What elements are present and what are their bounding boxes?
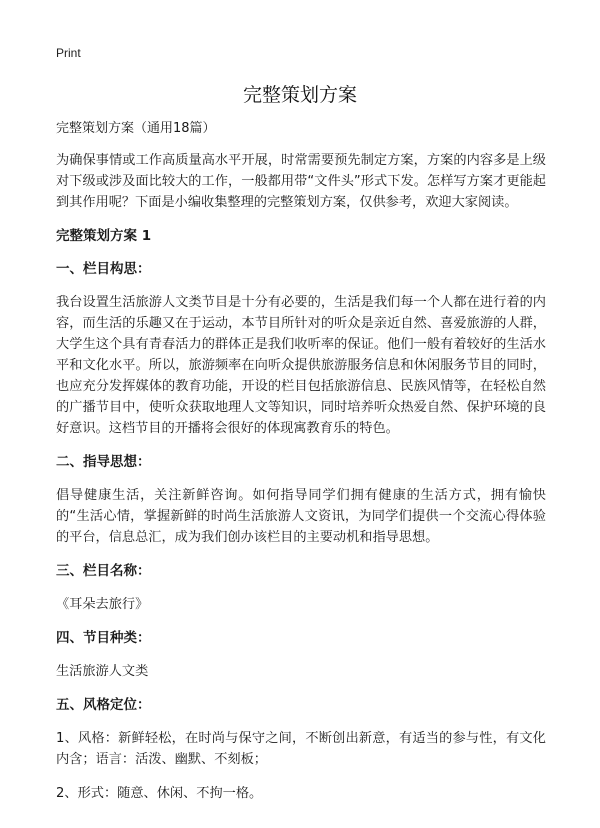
section-paragraph-style-1: 1、风格：新鲜轻松，在时尚与保守之间，不断创出新意，有适当的参与性，有文化内含；语言：活泼、幽默、不刻板； [56, 731, 546, 767]
section-paragraph-guiding-idea: 倡导健康生活，关注新鲜咨询。如何指导同学们拥有健康的生活方式，拥有愉快的“生活心情，掌握新鲜的时尚生活旅游人文资讯，为同学们提供一个交流心得体验的平台，信息总汇，成为我们创办该栏目的主要动机和指导思想。 [56, 488, 546, 545]
print-link[interactable]: Print [56, 46, 81, 60]
document-body [56, 120, 546, 817]
document-subtitle: 完整策划方案（通用18篇） [56, 121, 216, 136]
section-heading-style: 五、风格定位： [56, 697, 151, 713]
section-heading-concept: 一、栏目构思： [56, 261, 151, 277]
article-heading: 完整策划方案 1 [56, 228, 152, 244]
page-title: 完整策划方案 [242, 84, 357, 106]
section-paragraph-style-2: 2、形式：随意、休闲、不拘一格。 [56, 786, 263, 801]
section-heading-program-name: 三、栏目名称： [56, 563, 151, 579]
section-paragraph-program-type: 生活旅游人文类 [56, 664, 149, 679]
section-paragraph-concept: 我台设置生活旅游人文类节目是十分有必要的，生活是我们每一个人都在进行着的内容，而生活的乐趣又在于运动，本节目所针对的听众是亲近自然、喜爱旅游的人群，大学生这个具有青春活力的群体正是我们收听率的保证。他们一般有着较好的生活水平和文化水平。所以，旅游频率在向听众提供旅游服务信息和休闲服务节目的同时，也应充分发挥媒体的教育功能，开设的栏目包括旅游信息、民族风情等，在轻松自然的广播节目中，使听众获取地理人文等知识，同时培养听众热爱自然、保护环境的良好意识。这档节目的开播将会很好的体现寓教育乐的特色。 [56, 295, 546, 436]
section-paragraph-program-name: 《耳朵去旅行》 [56, 597, 149, 612]
section-heading-guiding-idea: 二、指导思想： [56, 454, 151, 470]
intro-paragraph: 为确保事情或工作高质量高水平开展，时常需要预先制定方案，方案的内容多是上级对下级或涉及面比较大的工作，一般都用带“文件头”形式下发。怎样写方案才更能起到其作用呢？下面是小编收集整理的完整策划方案，仅供参考，欢迎大家阅读。 [56, 153, 546, 210]
section-heading-program-type: 四、节目种类： [56, 630, 151, 646]
